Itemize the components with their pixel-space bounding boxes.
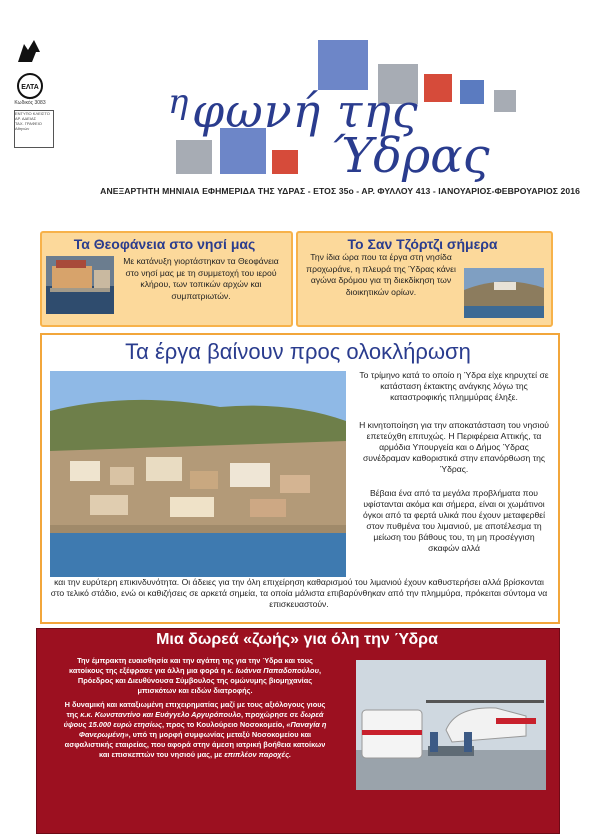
stamp-text: ΕΛΤΑ [21,84,39,91]
postbox-line: ΕΝΤΥΠΟ ΚΛΕΙΣΤΟ ΑΡ. ΑΔΕΙΑΣ [15,111,50,121]
logo-square [460,80,484,104]
title-prefix: η [168,82,189,122]
newspaper-title: φωνή της [192,84,419,138]
donation-p2 [60,700,330,760]
logo-square [272,150,298,174]
donation-p2-church: «Παναγία η Φανερωμένη» [78,720,327,739]
donation-p1-name: κ. Ιωάννα Παπαδοπούλου [227,666,319,675]
newspaper-title-hydra: Ύδρας [330,128,490,184]
donation-p1 [60,656,330,696]
theophany-text: Με κατάνυξη γιορτάστηκαν τα Θεοφάνεια στο νησί μας με τη συμμετοχή του ιερού κλήρου, των τοπικών αρχών και συμπατριωτών. [123,256,279,301]
logo-square [318,40,368,90]
elta-stamp-icon [16,72,44,100]
postbox-line: Αθηνών [15,126,30,131]
logo-square [424,74,452,102]
donation-article-title: Μια δωρεά «ζωής» για όλη την Ύδρα [156,631,438,648]
main-p4: και την ευρύτερη επικινδυνότητα. Οι άδειες για την όλη επιχείρηση καθαρισμού του λιμανιού έχουν καθυστερήσει αλλά βρίσκονται στο τελικό στάδιο, ενώ οι καθιζήσεις σε αρκετά σημεία, τα οποία μάλιστα επιβαρύνθηκαν από την πλημμύρα, πρόκειται σύντομα να επισκευαστούν. [50,577,548,609]
ambulance-helicopter-photo [356,660,546,790]
hydra-town-photo [50,371,346,577]
logo-square [176,140,212,174]
san-giorgio-photo [464,268,544,318]
donation-p2-c: , προς το Κουλούρειο Νοσοκομείο, [161,720,287,729]
postal-box [14,110,54,148]
donation-p2-names: κ.κ. Κωνσταντίνο και Ευάγγελο Αργυρόπουλο [80,710,241,719]
theophany-photo [46,256,114,314]
donation-p2-d: , υπό τη μορφή συμφωνίας μεταξύ Νοσοκομείου και ασφαλιστικής εταιρείας, που αφορά στην άμεση ιατρική βοήθεια κατοίκων και επισκεπτών του νησιού μας, με [64,730,326,759]
postbox-line: ΤΑΧ. ΓΡΑΦΕΙΟ [15,121,42,126]
donation-p2-a: Η δυναμική και καταξιωμένη επιχειρηματίας μαζί με τους αξιόλογους γιους της [64,700,326,719]
main-p1: Το τρίμηνο κατά το οποίο η Ύδρα είχε κηρυχτεί σε κατάσταση έκτακτης ανάγκης λόγω της καταστροφικής πλημμύρας έληξε. [359,370,549,402]
donation-p2-gift: δωρεά ύψους 15.000 ευρώ ετησίως [63,710,324,729]
san-giorgio-title: Το Σαν Τζόρτζι σήμερα [347,236,498,252]
donation-p2-e: επιπλέον παροχές. [224,750,292,759]
donation-p2-b: , προχώρησε σε [240,710,301,719]
donation-p1-a: Την έμπρακτη ευαισθησία και την αγάπη της για την Ύδρα και τους κατοίκους της εξέφρασε για άλλη μια φορά η [68,656,313,675]
donation-p1-b: , Πρόεδρος και Διευθύνουσα Σύμβουλος της ομώνυμης βιομηχανίας μπισκότων και ειδών διατροφής. [77,666,322,695]
theophany-title: Τα Θεοφάνεια στο νησί μας [73,236,256,252]
logo-square [494,90,516,112]
main-p2: Η κινητοποίηση για την αποκατάσταση του νησιού επετεύχθη επιτυχώς. Η Περιφέρεια Αττικής, τα αρμόδια Υπουργεία και ο Δήμος Ύδρας συνέδραμαν καθοριστικά στην επανόρθωση της Ύδρας. [359,420,549,474]
bird-emblem-icon [14,38,44,66]
main-article-title: Τα έργα βαίνουν προς ολοκλήρωση [125,339,471,364]
small-caption: Κωδικός 3083 [14,100,46,106]
main-p3: Βέβαια ένα από τα μεγάλα προβλήματα που υφίστανται ακόμα και σήμερα, είναι οι χωμάτινοι όγκοι από τα φερτά υλικά που έχουν μεταφερθεί στον πυθμένα του λιμανιού, με αποτέλεσμα τη μείωση του βάθους του, τη μη προσέγγιση σκαφών αλλά [362,488,546,553]
san-giorgio-text: Την ίδια ώρα που τα έργα στη νησίδα προχωράνε, η πλευρά της Ύδρας κάνει αγώνα δρόμου για τη διεκδίκηση των διοικητικών ορίων. [306,252,456,297]
masthead-subtitle: ΑΝΕΞΑΡΤΗΤΗ ΜΗΝΙΑΙΑ ΕΦΗΜΕΡΙΔΑ ΤΗΣ ΥΔΡΑΣ - ΕΤΟΣ 35ο - ΑΡ. ΦΥΛΛΟΥ 413 - ΙΑΝΟΥΑΡΙΟΣ-ΦΕΒΡΟΥΑΡΙΟΣ 2016 [100,186,580,196]
